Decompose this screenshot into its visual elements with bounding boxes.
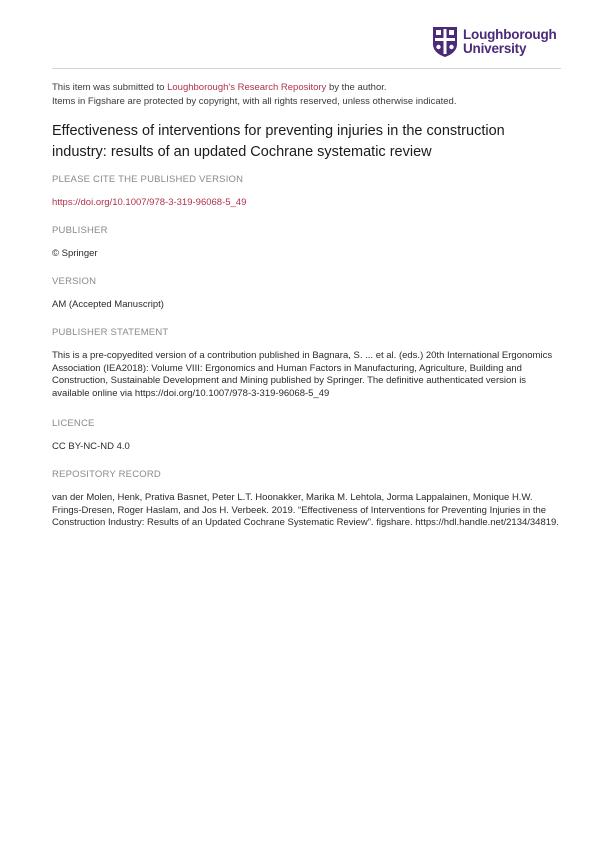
copyright-notice: Items in Figshare are protected by copyright, with all rights reserved, unless otherwise indicated. <box>52 96 457 107</box>
wordmark-line2: University <box>463 41 527 56</box>
university-logo <box>432 26 557 58</box>
repository-record-label: REPOSITORY RECORD <box>52 469 161 480</box>
cite-label: PLEASE CITE THE PUBLISHED VERSION <box>52 174 244 185</box>
university-wordmark <box>463 28 557 56</box>
publisher-statement-section <box>52 327 561 400</box>
version-value: AM (Accepted Manuscript) <box>52 299 164 310</box>
publisher-label: PUBLISHER <box>52 225 108 236</box>
version-section <box>52 276 561 312</box>
publisher-section <box>52 225 561 261</box>
submission-suffix: by the author. <box>326 82 387 93</box>
repository-link[interactable]: Loughborough's Research Repository <box>167 82 327 93</box>
licence-section <box>52 418 561 454</box>
cite-section <box>52 174 561 210</box>
licence-label: LICENCE <box>52 418 95 429</box>
submission-notice <box>52 81 561 109</box>
university-crest-icon <box>432 26 458 58</box>
submission-prefix: This item was submitted to <box>52 82 168 93</box>
publisher-statement-value: This is a pre-copyedited version of a contribution published in Bagnara, S. ... et al. (eds.) 20th International Ergonomics Association (IEA2018): Volume VIII: Ergonomics and Human Factors in Manufacturing, Agriculture, Building and Construction, Sustainable Development and Mining published by Springer. The definitive authenticated version is available online via https://doi.org/10.1007/978-3-319-96068-5_49 <box>52 350 553 399</box>
repository-record-section <box>52 469 561 530</box>
document-title: Effectiveness of interventions for preventing injuries in the construction industry: results of an updated Cochrane systematic review <box>52 123 505 160</box>
wordmark-line1: Loughborough <box>463 27 557 42</box>
publisher-statement-label: PUBLISHER STATEMENT <box>52 327 169 338</box>
version-label: VERSION <box>52 276 97 287</box>
submission-line <box>52 81 561 95</box>
header-divider <box>52 68 561 69</box>
publisher-value: © Springer <box>52 248 98 259</box>
doi-link[interactable]: https://doi.org/10.1007/978-3-319-96068-5_49 <box>52 197 247 208</box>
licence-value: CC BY-NC-ND 4.0 <box>52 441 130 452</box>
repository-record-value: van der Molen, Henk, Prativa Basnet, Peter L.T. Hoonakker, Marika M. Lehtola, Jorma Lappalainen, Monique H.W. Frings-Dresen, Roger Haslam, and Jos H. Verbeek. 2019. “Effectiveness of Interventions for Preventing Injuries in the Construction Industry: Results of an Updated Cochrane Systematic Review”. figshare. https://hdl.handle.net/2134/34819. <box>52 492 559 528</box>
